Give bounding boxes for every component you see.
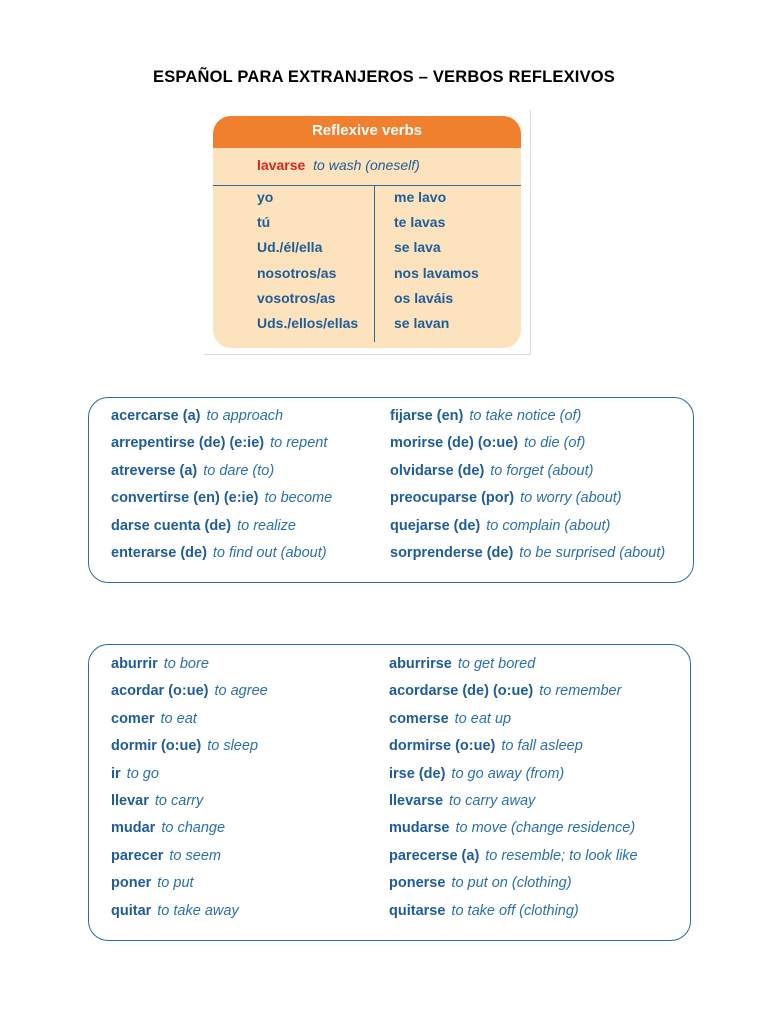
conjugation-row [213,186,521,211]
vocab-entry [389,738,583,754]
vocab-gloss: to forget (about) [490,462,594,479]
vocab-word: ponerse [389,875,446,892]
vocab-entry [389,848,638,864]
conjugation-pronoun: tú [257,214,271,231]
vocab-word: ir [111,765,121,782]
vocab-entry [390,518,610,534]
card-verb: lavarse [257,157,306,173]
vocab-gloss: to take off (clothing) [451,902,579,919]
vocab-entry [389,656,535,672]
conjugation-row [213,312,521,337]
vocab-entry [111,463,274,479]
vocab-word: aburrirse [389,656,452,672]
vocab-word: mudarse [389,820,450,837]
vocab-gloss: to get bored [457,656,536,672]
vocab-entry [389,903,579,919]
vocab-word: quitar [111,902,152,919]
vocab-word: llevarse [389,793,444,809]
vocab-gloss: to fall asleep [501,738,583,755]
vocab-gloss: to go away (from) [451,765,565,782]
vocab-entry [389,766,564,782]
vocab-word: sorprenderse (de) [390,545,514,561]
vocab-gloss: to take away [157,902,239,919]
vocab-entry [111,683,268,699]
vocab-entry [111,656,209,672]
vocab-gloss: to seem [169,847,221,864]
reflexive-verbs-with-prepositions-box [88,397,694,583]
vocab-entry [389,683,621,699]
vocab-gloss: to carry [154,793,204,809]
vocab-entry [111,848,221,864]
vocab-entry [111,793,203,809]
vocab-word: atreverse (a) [111,462,198,479]
conjugation-form: nos lavamos [394,264,479,281]
vocab-gloss: to eat up [454,710,512,727]
vocab-word: comer [111,710,155,727]
vocab-entry [111,711,197,727]
conjugation-row [213,211,521,236]
conjugation-pronoun: Ud./él/ella [257,239,323,256]
vocab-entry [390,463,593,479]
vocab-gloss: to change [161,820,226,837]
vocab-gloss: to resemble; to look like [485,847,638,864]
vocab-entry [111,738,258,754]
vocab-gloss: to become [264,490,333,507]
conjugation-form: os laváis [394,289,454,306]
vocab-entry [390,435,585,451]
conjugation-form: se lavan [394,315,450,331]
vocab-gloss: to die (of) [524,435,586,452]
vocab-entry [389,711,511,727]
vocab-gloss: to put [157,875,194,892]
vocab-word: mudar [111,820,156,837]
conjugation-row [213,236,521,261]
vocab-entry [389,820,635,836]
vocab-word: irse (de) [389,765,446,782]
vocab-gloss: to bore [163,656,209,672]
vocab-word: quejarse (de) [390,517,481,534]
vocab-word: dormir (o:ue) [111,738,202,755]
vocab-gloss: to approach [206,408,284,424]
vocab-gloss: to go [126,765,159,782]
vocab-gloss: to find out (about) [212,545,327,561]
vocab-word: aburrir [111,656,158,672]
vocab-gloss: to complain (about) [486,517,611,534]
vocab-word: parecerse (a) [389,847,480,864]
card-verb-line [213,148,521,186]
conjugation-table [213,186,521,348]
vocab-gloss: to take notice (of) [469,408,582,424]
vocab-entry [390,490,622,506]
vocab-entry [111,408,283,424]
conjugation-form: se lava [394,239,441,256]
vocab-gloss: to sleep [207,738,259,755]
vocab-gloss: to realize [237,517,296,534]
vocab-word: enterarse (de) [111,545,207,561]
conjugation-row [213,287,521,312]
vocab-word: preocuparse (por) [390,490,515,507]
vocab-word: fijarse (en) [390,408,464,424]
vocab-gloss: to put on (clothing) [451,875,572,892]
conjugation-form: me lavo [394,189,447,205]
vocab-entry [389,793,535,809]
conjugation-form: te lavas [394,214,446,231]
vocab-gloss: to repent [270,435,328,452]
vocab-word: quitarse [389,902,446,919]
vocab-word: darse cuenta (de) [111,517,232,534]
vocab-word: dormirse (o:ue) [389,738,496,755]
vocab-gloss: to carry away [449,793,536,809]
conjugation-pronoun: vosotros/as [257,289,336,306]
vocab-gloss: to dare (to) [203,462,275,479]
vocab-entry [390,545,665,561]
conjugation-row [213,262,521,287]
vocab-gloss: to worry (about) [520,490,622,507]
vocab-word: acercarse (a) [111,408,201,424]
vocab-entry [111,545,327,561]
vocab-word: morirse (de) (o:ue) [390,435,519,452]
vocab-word: acordarse (de) (o:ue) [389,683,534,700]
vocab-gloss: to agree [214,683,268,700]
vocab-word: acordar (o:ue) [111,683,209,700]
conjugation-pronoun: nosotros/as [257,264,337,281]
conjugation-pronoun: Uds./ellos/ellas [257,315,359,331]
vocab-entry [389,875,572,891]
vocab-word: parecer [111,847,164,864]
vocab-word: olvidarse (de) [390,462,485,479]
card-header: Reflexive verbs [213,116,521,148]
conjugation-pronoun: yo [257,189,274,205]
vocab-gloss: to eat [160,710,197,727]
vocab-word: poner [111,875,152,892]
vocab-word: llevar [111,793,149,809]
vocab-word: comerse [389,710,449,727]
reflexive-verbs-card [213,116,521,348]
vocab-word: arrepentirse (de) (e:ie) [111,435,265,452]
page-title: ESPAÑOL PARA EXTRANJEROS – VERBOS REFLEXIVOS [152,68,616,86]
verb-pairs-box [88,644,691,941]
vocab-entry [111,820,225,836]
vocab-entry [111,875,194,891]
vocab-gloss: to be surprised (about) [519,545,666,561]
card-verb-gloss: to wash (oneself) [313,157,420,173]
vocab-entry [111,903,239,919]
vocab-entry [111,435,327,451]
vocab-gloss: to move (change residence) [455,820,636,837]
vocab-gloss: to remember [539,683,622,700]
vocab-word: convertirse (en) (e:ie) [111,490,259,507]
vocab-entry [111,518,296,534]
vocab-entry [111,490,332,506]
vocab-entry [111,766,159,782]
vocab-entry [390,408,581,424]
